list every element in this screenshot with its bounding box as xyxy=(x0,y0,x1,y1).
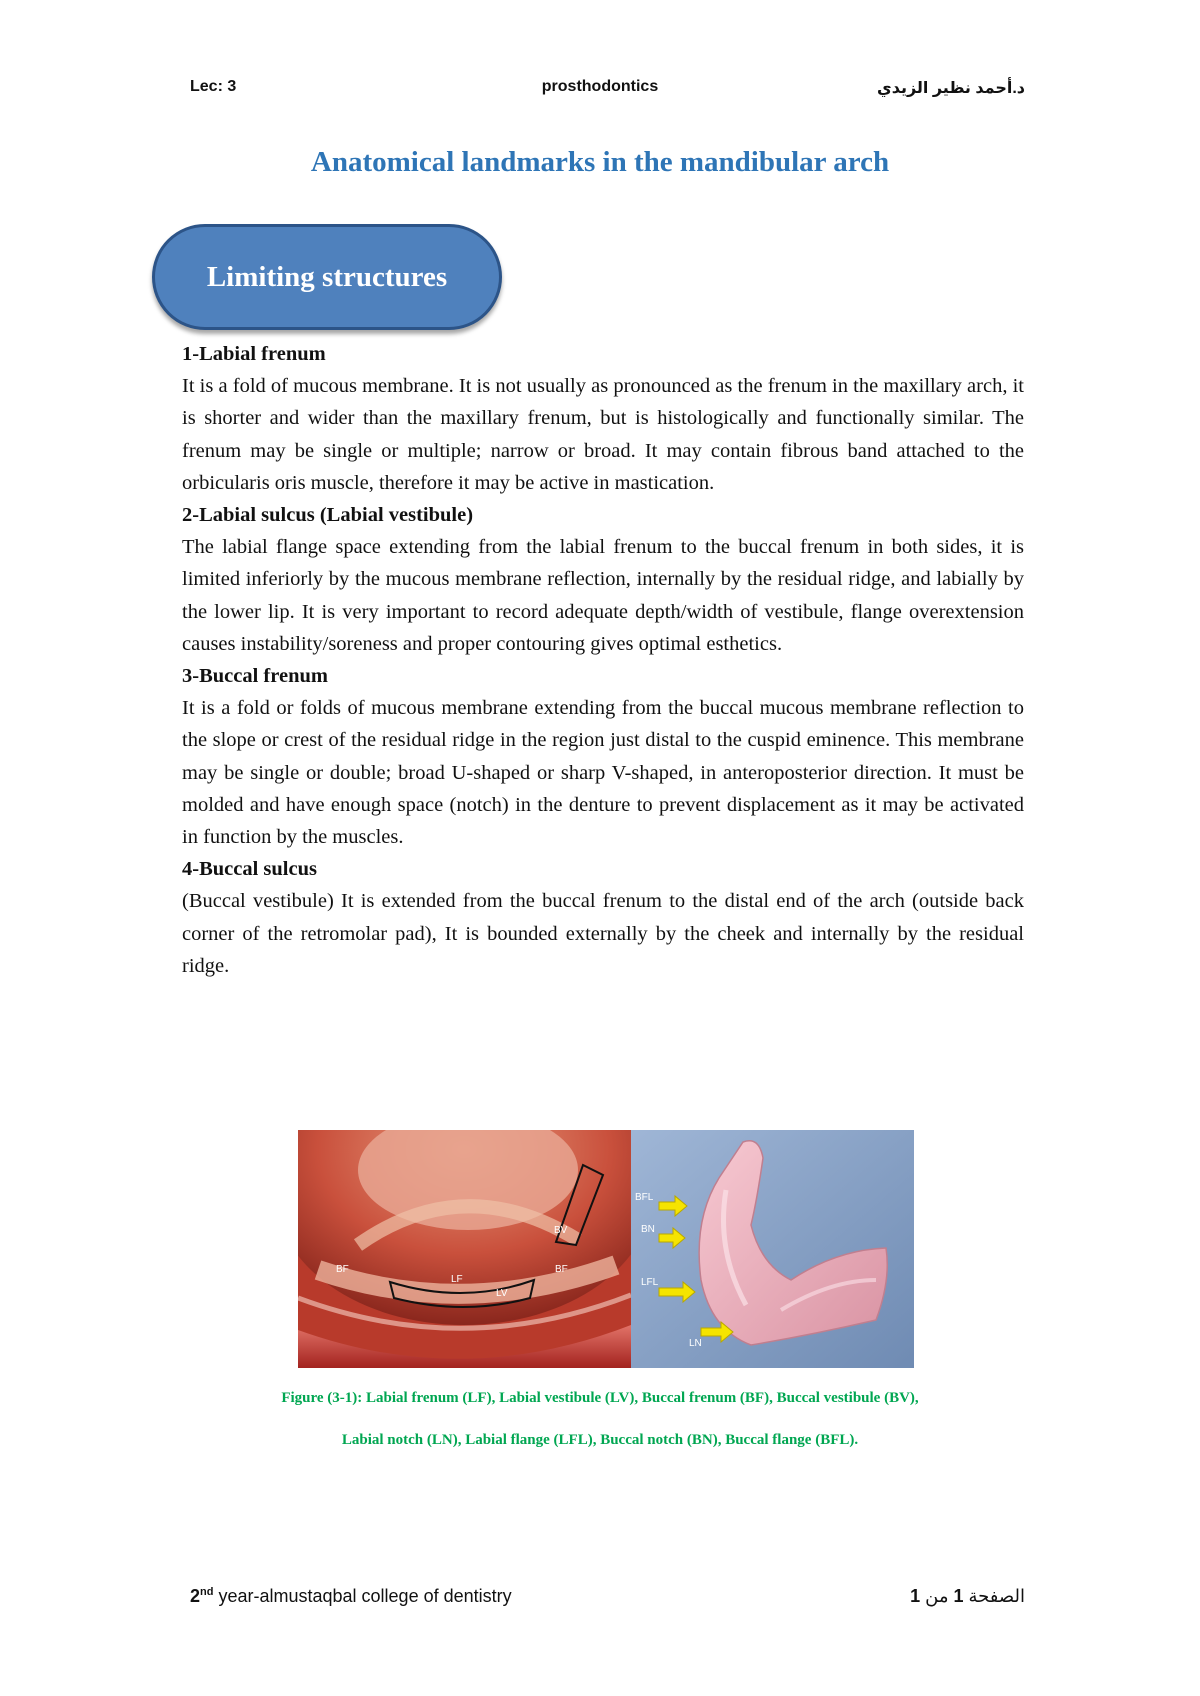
footer-page-of: من xyxy=(925,1586,949,1606)
label-bn: BN xyxy=(641,1224,655,1235)
label-bf-right: BF xyxy=(555,1264,568,1275)
footer-page-total: 1 xyxy=(910,1586,921,1606)
header-author: د.أحمد نظير الزيدي xyxy=(877,80,1025,97)
mouth-illustration xyxy=(298,1130,631,1368)
denture-impression-photo xyxy=(631,1130,914,1368)
section-badge xyxy=(152,224,502,330)
footer-page-word: الصفحة xyxy=(968,1586,1025,1606)
footer-college: year-almustaqbal college of dentistry xyxy=(213,1586,512,1606)
label-bf-left: BF xyxy=(336,1264,349,1275)
footer-left xyxy=(190,1586,512,1607)
label-lf: LF xyxy=(451,1274,463,1285)
mandibular-arch-photo xyxy=(298,1130,631,1368)
page-title: Anatomical landmarks in the mandibular arch xyxy=(310,146,890,178)
section-heading: 3-Buccal frenum xyxy=(182,665,328,688)
header-lecture: Lec: 3 xyxy=(190,78,237,95)
label-bfl: BFL xyxy=(635,1192,654,1203)
section-heading: 4-Buccal sulcus xyxy=(182,858,317,881)
section-paragraph: (Buccal vestibule) It is extended from the buccal frenum to the distal end of the arch (outside back corner of the retromolar pad), It is bounded externally by the cheek and internally by the residual ridge. xyxy=(182,890,1024,977)
footer-year-suffix: nd xyxy=(200,1586,214,1598)
header-subject: prosthodontics xyxy=(541,78,659,95)
label-lv: LV xyxy=(496,1288,508,1299)
body-text xyxy=(182,338,1024,982)
label-lfl: LFL xyxy=(641,1277,659,1288)
footer-year-number: 2 xyxy=(190,1586,201,1606)
figure-caption-line-1: Figure (3-1): Labial frenum (LF), Labial vestibule (LV), Buccal frenum (BF), Buccal vestibule (BV), xyxy=(281,1390,919,1406)
figure-caption-line-2: Labial notch (LN), Labial flange (LFL), Buccal notch (BN), Buccal flange (BFL). xyxy=(341,1432,859,1448)
label-bv: BV xyxy=(554,1225,568,1236)
impression-illustration xyxy=(631,1130,914,1368)
section-paragraph: It is a fold or folds of mucous membrane extending from the buccal mucous membrane reflection to the slope or crest of the residual ridge in the region just distal to the cuspid eminence. This membrane may be single or double; broad U-shaped or sharp V-shaped, in anteroposterior direction. It must be molded and have enough space (notch) in the denture to prevent displacement as it may be activated in function by the muscles. xyxy=(182,697,1024,849)
footer-page-current: 1 xyxy=(953,1586,964,1606)
section-paragraph: It is a fold of mucous membrane. It is not usually as pronounced as the frenum in the maxillary arch, it is shorter and wider than the maxillary frenum, but is histologically and functionally similar. The frenum may be single or multiple; narrow or broad. It may contain fibrous band attached to the orbicularis oris muscle, therefore it may be active in mastication. xyxy=(182,375,1024,494)
figure xyxy=(298,1130,914,1368)
label-ln: LN xyxy=(689,1338,702,1349)
section-heading: 2-Labial sulcus (Labial vestibule) xyxy=(182,504,474,527)
section-heading: 1-Labial frenum xyxy=(182,343,326,365)
footer-page-number xyxy=(910,1586,1025,1607)
section-paragraph: The labial flange space extending from the labial frenum to the buccal frenum in both sides, it is limited inferiorly by the mucous membrane reflection, internally by the residual ridge, and labially by the lower lip. It is very important to record adequate depth/width of vestibule, flange overextension causes instability/soreness and proper contouring gives optimal esthetics. xyxy=(182,536,1024,655)
section-badge-label: Limiting structures xyxy=(206,260,448,293)
